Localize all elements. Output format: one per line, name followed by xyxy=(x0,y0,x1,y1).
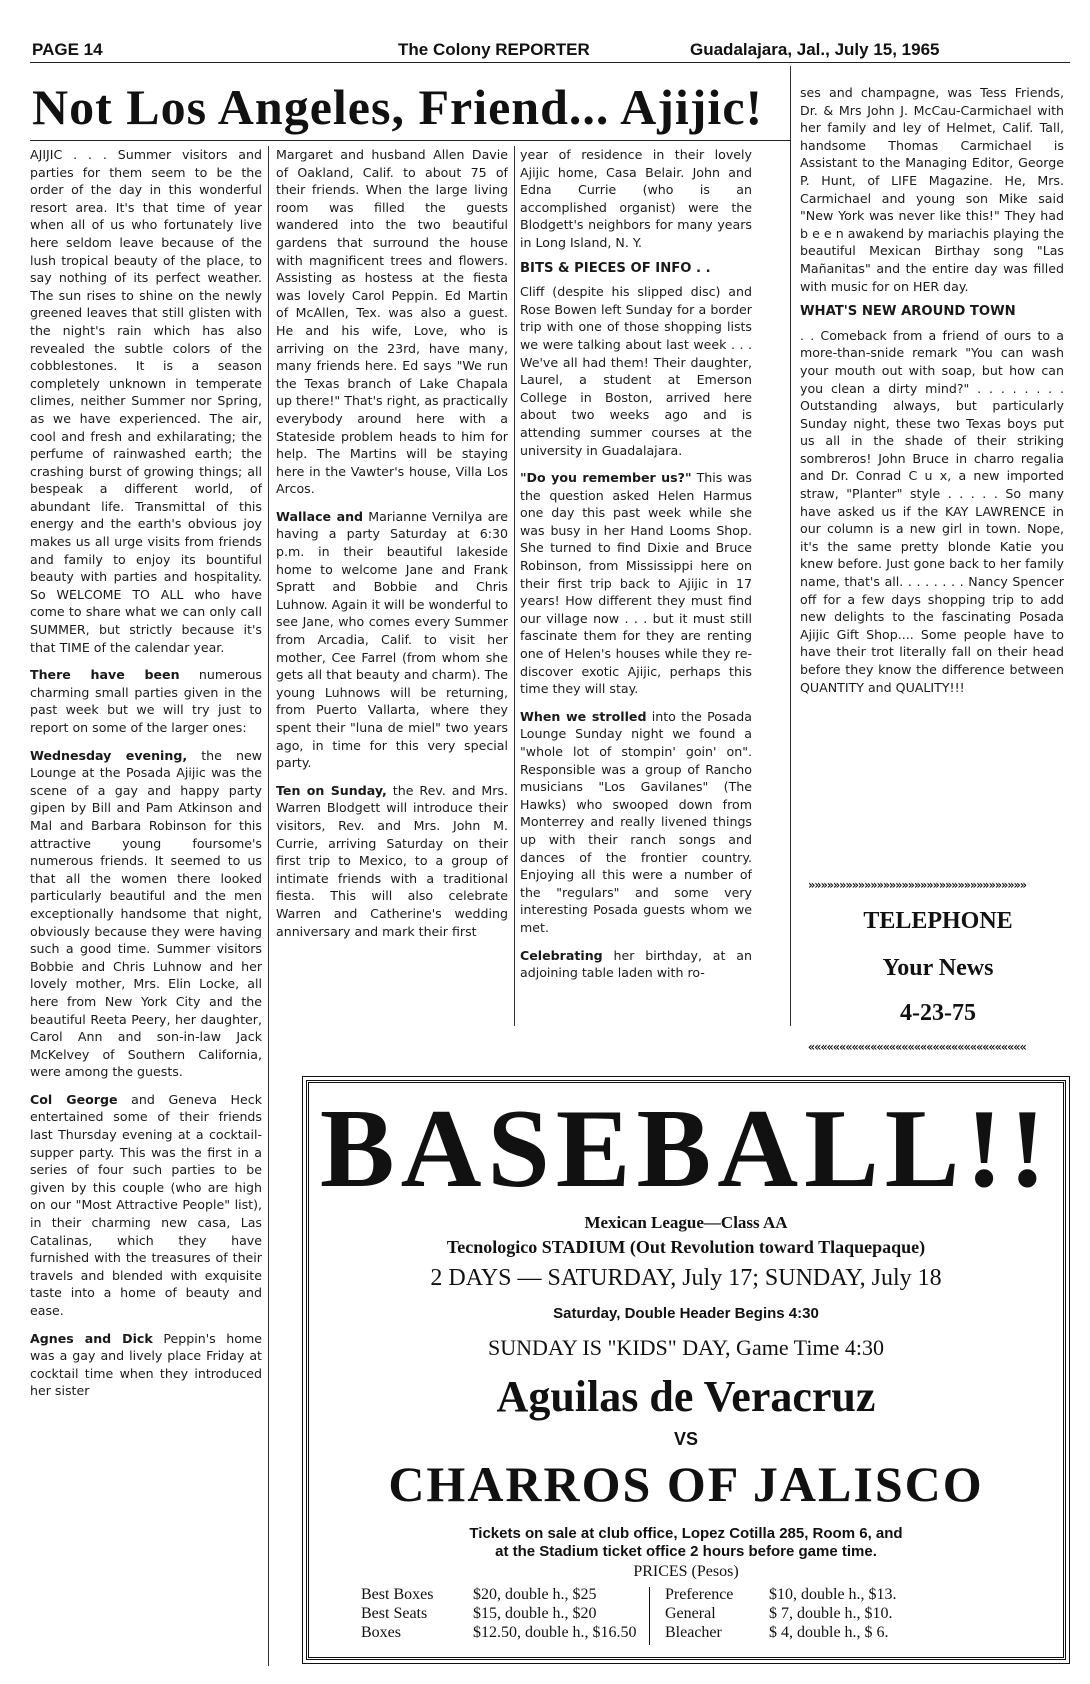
ad-kids-day: SUNDAY IS "KIDS" DAY, Game Time 4:30 xyxy=(488,1335,884,1360)
article-column-2 xyxy=(276,146,508,1026)
price-table-divider xyxy=(649,1587,650,1645)
paragraph: Wallace and Marianne Vernilya are having a party Saturday at 6:30 p.m. in their beautiful lakeside home to welcome Jane and Frank Spratt and Bobbie and Chris Luhnow. Again it will be wonderful to see Jane, who comes every Summer from Arcadia, Calif. to visit her mother, Cee Farrel (from whom she gets all that beauty and charm). The young Luhnows will be returning, from Puerto Vallarta, where they spent their "luna de miel" two years ago, in time for this very special party. xyxy=(276,508,508,771)
your-news-text: Your News xyxy=(882,955,994,981)
arrow-border-top: »»»»»»»»»»»»»»»»»»»»»»»»»»»»»»»»»»» xyxy=(808,878,1026,892)
headline: Not Los Angeles, Friend... Ajijic! xyxy=(32,79,764,135)
price-row: Best Boxes $20, double h., $25 xyxy=(361,1586,597,1603)
column-divider xyxy=(514,146,515,1026)
ad-ticket-info: Tickets on sale at club office, Lopez Cotilla 285, Room 6, and at the Stadium ticket office 2 hours before game time. xyxy=(469,1525,903,1560)
ad-game-days: 2 DAYS — SATURDAY, July 17; SUNDAY, July 18 xyxy=(430,1265,942,1291)
dateline: Guadalajara, Jal., July 15, 1965 xyxy=(690,40,940,59)
ad-team-away: CHARROS OF JALISCO xyxy=(388,1456,984,1512)
header-rule xyxy=(30,62,1070,63)
paragraph: Cliff (despite his slipped disc) and Rose Bowen left Sunday for a border trip with one of those shopping lists we were talking about last week . . . We've all had them! Their daughter, Laurel, a student at Emerson College in Boston, arrived here about two weeks ago and is attending summer courses at the university in Guadalajara. xyxy=(520,284,752,458)
paragraph: year of residence in their lovely Ajijic home, Casa Belair. John and Edna Currie (who is an accomplished organist) were the Blodgett's neighbors for many years in Long Island, N. Y. xyxy=(520,147,752,250)
price-table-right xyxy=(665,1585,897,1642)
ad-league: Mexican League—Class AA xyxy=(584,1213,788,1232)
paragraph: There have been numerous charming small parties given in the past week but we will try just to report on some of the larger ones: xyxy=(30,667,262,735)
section-heading: WHAT'S NEW AROUND TOWN xyxy=(800,304,1016,320)
page-number: PAGE 14 xyxy=(32,40,103,59)
newspaper-name: The Colony REPORTER xyxy=(398,40,590,59)
paragraph: Ten on Sunday, the Rev. and Mrs. Warren Blodgett will introduce their visitors, Rev. and Mrs. John M. Currie, arriving Saturday on their first trip to Mexico, to a group of intimate friends with a traditional fiesta. This will also celebrate Warren and Catherine's wedding anniversary and mark their first xyxy=(276,782,508,939)
arrow-border-bottom: ««««««««««««««««««««««««««««««««««« xyxy=(808,1040,1026,1054)
paragraph: . . Comeback from a friend of ours to a more-than-snide remark "You can wash your mouth out with soap, but how can you clean a dirty mind?" . . . . . . . . Outstanding always, but particularly Sunday night, these two Texas boys put us all in the shade of their striking sombreros! John Bruce in charro regalia and Dr. Conrad C u x, a new imported straw, "Planter" style . . . . . So many have asked us if the KAY LAWRENCE in our column is a new girl in town. Nope, it's the same pretty blonde Katie you knew before. Just gone back to her family name, that's all. . . . . . . . Nancy Spencer off for a few days shopping trip to add new delights to the fascinating Posada Ajijic Gift Shop.... Some people have to have their trot literally fall on their head before they know the difference between QUANTITY and QUALITY!!! xyxy=(800,327,1064,695)
price-row: Best Seats $15, double h., $20 xyxy=(361,1605,597,1622)
column-divider xyxy=(790,66,791,1026)
price-row: General $ 7, double h., $10. xyxy=(665,1605,893,1622)
ad-double-header: Saturday, Double Header Begins 4:30 xyxy=(553,1305,819,1322)
telephone-heading: TELEPHONE xyxy=(863,908,1013,934)
article-column-1 xyxy=(30,146,262,1671)
paragraph: When we strolled into the Posada Lounge Sunday night we found a "whole lot of stompin' goin' on". Responsible was a group of Rancho musicians "Los Gavilanes" (The Hawks) who swooped down from Monterrey and really livened things up with their ranch songs and dances of the frontier country. Enjoying all this were a number of the "regulars" and some very interesting Posada guests whom we met. xyxy=(520,708,752,935)
price-row: Boxes $12.50, double h., $16.50 xyxy=(361,1624,637,1641)
paragraph: Celebrating her birthday, at an adjoining table laden with ro- xyxy=(520,947,752,981)
ad-team-home: Aguilas de Veracruz xyxy=(496,1372,876,1421)
baseball-advertisement xyxy=(306,1080,1066,1660)
column-divider xyxy=(268,146,269,1666)
paragraph: ses and champagne, was Tess Friends, Dr. & Mrs John J. McCau-Carmichael with her family and ley of Helmet, Calif. Tall, handsome Thomas Carmichael is Assistant to the Managing Editor, George P. Hunt, of LIFE Magazine. He, Mrs. Carmichael and young son Mike said "New York was never like this!" They had b e e n awakend by mariachis playing the beautiful Mexican Birthay song "Las Mañanitas" and the entire day was filled with music for on HER day. xyxy=(800,85,1064,294)
paragraph: "Do you remember us?" This was the question asked Helen Harmus one day this past week while she was busy in her Hand Looms Shop. She turned to find Dixie and Bruce Robinson, from Mississippi here on their first trip back to Ajijic in 17 years! How different they must find our village now . . . but it must still fascinate them for they are renting one of Helen's houses while they re-discover exotic Ajijic, perhaps this time they will stay. xyxy=(520,470,752,697)
paragraph: Wednesday evening, the new Lounge at the Posada Ajijic was the scene of a gay and happy party gipen by Bill and Pam Atkinson and Mal and Barbara Robinson for this attractive young foursome's numerous friends. It seemed to us that all the women there looked particularly beautiful and the men exceptionally handsome that night, obviously because they were having such a good time. Summer visitors Bobbie and Chris Luhnow and her lovely mother, Mrs. Elin Locke, all here from New York City and the beautiful Reeta Peery, her daughter, Carol Ann and son-in-law Jack McKelvey of Southern California, were among the guests. xyxy=(30,747,262,1080)
headline-rule xyxy=(30,140,790,141)
ad-versus: VS xyxy=(673,1429,698,1449)
article-column-4 xyxy=(800,84,1064,854)
ad-title: BASEBALL!! xyxy=(319,1087,1053,1211)
price-row: Preference $10, double h., $13. xyxy=(665,1586,897,1603)
paragraph: Margaret and husband Allen Davie of Oakland, Calif. to about 75 of their friends. When the large living room was filled the guests wandered into the two beautiful gardens that surround the house with magnificent trees and flowers. Assisting as hostess at the fiesta was lovely Carol Peppin. Ed Martin of McAllen, Tex. was also a guest. He and his wife, Love, who is arriving on the 23rd, have many, many friends here. Ed says "We run the Texas branch of Lake Chapala up there!" That's right, as practically everybody around here with a Stateside problem heads to him for help. The Martins will be staying here in the Vawter's house, Villa Los Arcos. xyxy=(276,147,508,497)
article-column-3 xyxy=(520,146,752,1026)
price-table-left xyxy=(361,1585,637,1642)
section-heading: BITS & PIECES OF INFO . . xyxy=(520,260,711,276)
paragraph: Agnes and Dick Peppin's home was a gay and lively place Friday at cocktail time when they introduced her sister xyxy=(30,1330,262,1399)
paragraph: Col George and Geneva Heck entertained some of their friends last Thursday evening at a cocktail-supper party. This was the first in a series of four such parties to be given by this couple (who are high on our "Most Attractive People" list), in their charming new casa, Las Catalinas, which they have furnished with the treasures of their travels and blended with exquisite taste into a home of beauty and ease. xyxy=(30,1091,262,1318)
phone-number: 4-23-75 xyxy=(900,1000,976,1026)
ad-prices-heading: PRICES (Pesos) xyxy=(633,1563,739,1580)
price-row: Bleacher $ 4, double h., $ 6. xyxy=(665,1624,889,1641)
ad-stadium: Tecnologico STADIUM (Out Revolution toward Tlaquepaque) xyxy=(446,1237,926,1257)
paragraph: AJIJIC . . . Summer visitors and parties for them seem to be the order of the day in this wonderful resort area. It's that time of year when all of us who fortunately live here seldom leave because of the lush tropical beauty of the place, to say nothing of its perfect weather. The sun rises to shine on the newly greened leaves that still glisten with the night's rain which has also revealed the subtle colors of the cobblestones. It is a season completely unknown in temperate climes, neither Summer nor Spring, as we have experienced. The air, cool and fresh and exhilarating; the perfume of rainwashed earth; the crashing burst of growing things; all bespeak a different world, of abundant life. Transmittal of this energy and the earth's obvious joy makes us all urge visits from friends and family to enjoy its bountiful beauty with parties and hospitality. So WELCOME TO ALL who have come to share what we can only call SUMMER, but strictly because it's that TIME of the calendar year. xyxy=(30,147,262,655)
